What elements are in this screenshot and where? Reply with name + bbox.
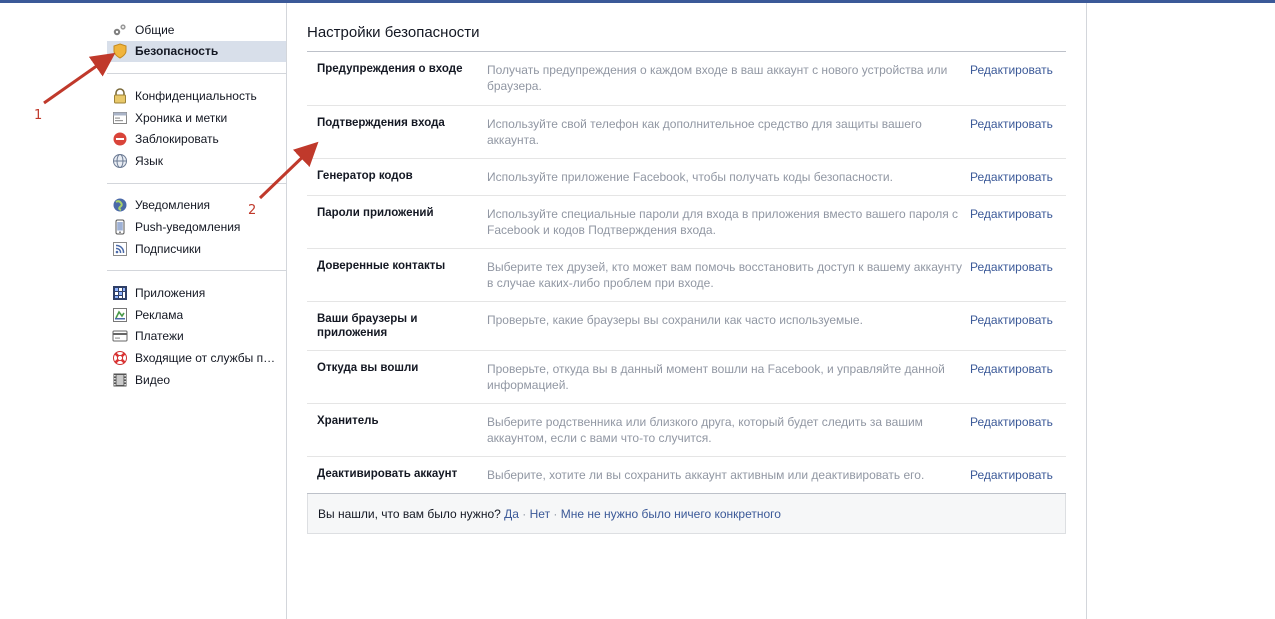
- sidebar-item-label: Реклама: [135, 307, 184, 322]
- sidebar-item-label: Видео: [135, 372, 171, 387]
- settings-list: [307, 52, 1066, 494]
- page-title: Настройки безопасности: [307, 22, 1066, 52]
- setting-description: Выберите, хотите ли вы сохранить аккаунт активным или деактивировать его.: [487, 468, 925, 482]
- annotation-number-1: 1: [34, 108, 43, 123]
- setting-description: Выберите родственника или близкого друга, который будет следить за вашим аккаунтом, если с вами что-то случится.: [487, 415, 923, 445]
- sidebar-item-security[interactable]: [107, 41, 286, 63]
- globe-notify-icon: [112, 197, 128, 213]
- settings-row: [307, 456, 1066, 493]
- sidebar-item-label: Язык: [135, 153, 164, 168]
- sidebar-separator: [107, 73, 286, 74]
- feedback-yes-link[interactable]: Да: [504, 507, 519, 521]
- sidebar-separator: [107, 183, 286, 184]
- shield-icon: [112, 43, 128, 59]
- settings-sidebar: [107, 18, 286, 398]
- gears-icon: [112, 22, 128, 38]
- edit-link[interactable]: Редактировать: [970, 117, 1053, 131]
- feedback-separator: ·: [522, 507, 527, 521]
- sidebar-item-label: Платежи: [135, 329, 184, 344]
- edit-link[interactable]: Редактировать: [970, 170, 1053, 184]
- sidebar-item-language[interactable]: [107, 150, 286, 172]
- feedback-nothing-specific-link[interactable]: Мне не нужно было ничего конкретного: [560, 507, 781, 521]
- sidebar-item-videos[interactable]: [107, 369, 286, 391]
- sidebar-item-push-notifications[interactable]: [107, 216, 286, 238]
- sidebar-item-label: Хроника и метки: [135, 110, 228, 125]
- globe-icon: [112, 153, 128, 169]
- setting-name: Пароли приложений: [317, 207, 434, 219]
- setting-name: Ваши браузеры и приложения: [317, 313, 418, 339]
- setting-name: Предупреждения о входе: [317, 63, 463, 75]
- settings-row: [307, 158, 1066, 195]
- sidebar-group: [107, 84, 286, 179]
- sidebar-group: [107, 194, 286, 268]
- setting-description: Выберите тех друзей, кто может вам помочь восстановить доступ к вашему аккаунту в случае каких-либо проблем при входе.: [487, 260, 962, 290]
- sidebar-item-notifications[interactable]: [107, 195, 286, 217]
- settings-row: [307, 248, 1066, 301]
- sidebar-item-label: Push-уведомления: [135, 219, 241, 234]
- settings-row: [307, 403, 1066, 456]
- edit-link[interactable]: Редактировать: [970, 468, 1053, 482]
- sidebar-item-label: Уведомления: [135, 198, 211, 213]
- annotation-number-2: 2: [248, 203, 257, 218]
- sidebar-item-followers[interactable]: [107, 238, 286, 260]
- sidebar-item-apps[interactable]: [107, 282, 286, 304]
- content-right-border: [1086, 3, 1087, 619]
- setting-description: Используйте специальные пароли для входа в приложения вместо вашего пароля с Facebook и кодов Подтверждения входа.: [487, 207, 959, 237]
- settings-row: [307, 52, 1066, 105]
- lock-icon: [112, 88, 128, 104]
- sidebar-item-blocking[interactable]: [107, 128, 286, 150]
- apps-icon: [112, 285, 128, 301]
- edit-link[interactable]: Редактировать: [970, 63, 1053, 77]
- sidebar-item-label: Входящие от службы п…: [135, 350, 276, 365]
- setting-description: Проверьте, откуда вы в данный момент вошли на Facebook, и управляйте данной информацией.: [487, 362, 945, 392]
- feedback-question: Вы нашли, что вам было нужно?: [318, 507, 501, 521]
- timeline-icon: [112, 110, 128, 126]
- sidebar-item-privacy[interactable]: [107, 85, 286, 107]
- feedback-bar: [307, 494, 1066, 534]
- sidebar-item-label: Конфиденциальность: [135, 88, 257, 103]
- setting-name: Доверенные контакты: [317, 260, 446, 272]
- ads-icon: [112, 307, 128, 323]
- feedback-separator: ·: [553, 507, 558, 521]
- sidebar-item-label: Заблокировать: [135, 132, 219, 147]
- sidebar-item-ads[interactable]: [107, 304, 286, 326]
- sidebar-item-label: Приложения: [135, 286, 206, 301]
- settings-row: [307, 301, 1066, 350]
- setting-description: Используйте приложение Facebook, чтобы получать коды безопасности.: [487, 170, 893, 184]
- sidebar-item-label: Безопасность: [135, 44, 219, 59]
- setting-name: Откуда вы вошли: [317, 362, 419, 374]
- card-icon: [112, 328, 128, 344]
- film-icon: [112, 372, 128, 388]
- sidebar-group: [107, 18, 286, 70]
- sidebar-divider: [286, 3, 287, 619]
- setting-name: Деактивировать аккаунт: [317, 468, 458, 480]
- sidebar-item-label: Подписчики: [135, 241, 202, 256]
- sidebar-item-payments[interactable]: [107, 326, 286, 348]
- lifebuoy-icon: [112, 350, 128, 366]
- security-settings-panel: [307, 22, 1066, 534]
- settings-row: [307, 350, 1066, 403]
- sidebar-item-general[interactable]: [107, 19, 286, 41]
- top-blue-bar: [0, 0, 1275, 3]
- sidebar-separator: [107, 270, 286, 271]
- annotation-arrow-1: [44, 58, 108, 103]
- rss-icon: [112, 241, 128, 257]
- edit-link[interactable]: Редактировать: [970, 260, 1053, 274]
- edit-link[interactable]: Редактировать: [970, 362, 1053, 376]
- setting-name: Хранитель: [317, 415, 379, 427]
- setting-name: Генератор кодов: [317, 170, 413, 182]
- sidebar-item-timeline-tagging[interactable]: [107, 107, 286, 129]
- edit-link[interactable]: Редактировать: [970, 207, 1053, 221]
- sidebar-item-label: Общие: [135, 22, 175, 37]
- setting-description: Получать предупреждения о каждом входе в ваш аккаунт с нового устройства или браузера.: [487, 63, 948, 93]
- sidebar-item-support-inbox[interactable]: [107, 347, 286, 369]
- settings-row: [307, 105, 1066, 158]
- phone-icon: [112, 219, 128, 235]
- edit-link[interactable]: Редактировать: [970, 415, 1053, 429]
- setting-name: Подтверждения входа: [317, 117, 445, 129]
- feedback-no-link[interactable]: Нет: [529, 507, 551, 521]
- edit-link[interactable]: Редактировать: [970, 313, 1053, 327]
- setting-description: Используйте свой телефон как дополнительное средство для защиты вашего аккаунта.: [487, 117, 922, 147]
- block-icon: [112, 131, 128, 147]
- setting-description: Проверьте, какие браузеры вы сохранили как часто используемые.: [487, 313, 863, 327]
- settings-row: [307, 195, 1066, 248]
- sidebar-group: [107, 281, 286, 398]
